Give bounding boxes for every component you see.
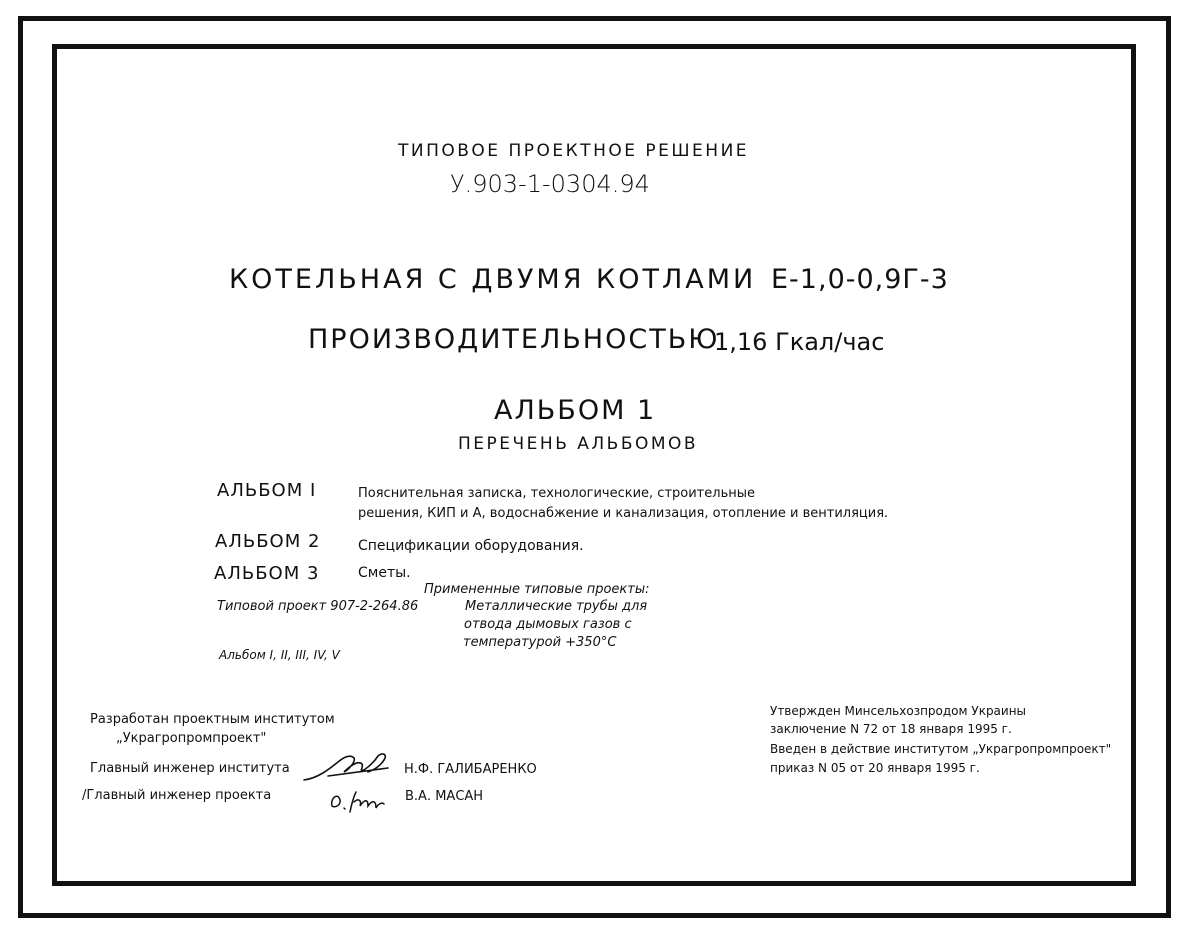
approval-line2: заключение N 72 от 18 января 1995 г. [770,722,1012,736]
album-heading: АЛЬБОМ 1 [494,395,657,426]
developer-line1: Разработан проектным институтом [90,712,335,727]
title-line1: КОТЕЛЬНАЯ С ДВУМЯ КОТЛАМИ [229,264,757,295]
project-engineer-role: /Главный инженер проекта [82,788,272,803]
album-1-desc-line2: решения, КИП и А, водоснабжение и канализация, отопление и вентиляция. [358,506,889,521]
developer-line2: „Украгропромпроект" [116,731,267,746]
album-2-desc: Спецификации оборудования. [358,538,584,554]
approval-line4: приказ N 05 от 20 января 1995 г. [770,761,980,775]
album-list-heading: ПЕРЕЧЕНЬ АЛЬБОМОВ [458,434,699,454]
approval-line1: Утвержден Минсельхозпродом Украины [770,704,1027,718]
album-3-desc: Сметы. [358,565,411,581]
chief-engineer-name: Н.Ф. ГАЛИБАРЕНКО [404,762,537,777]
album-1-desc-line1: Пояснительная записка, технологические, строительные [358,486,755,501]
applied-project-desc-line3: температурой +350°С [463,635,617,650]
project-engineer-signature [328,778,388,818]
applied-project-albums: Альбом I, II, III, IV, V [219,648,340,662]
title-line2: ПРОИЗВОДИТЕЛЬНОСТЬЮ [308,324,720,355]
album-2-name: АЛЬБОМ 2 [215,531,321,552]
applied-project-desc-line2: отвода дымовых газов с [464,617,632,632]
approval-line3: Введен в действие институтом „Украгропромпроект" [770,742,1112,756]
applied-project-desc-line1: Металлические трубы для [465,599,648,614]
doc-type: ТИПОВОЕ ПРОЕКТНОЕ РЕШЕНИЕ [398,141,750,161]
applied-project-label: Типовой проект 907-2-264.86 [217,599,419,614]
applied-projects-heading: Примененные типовые проекты: [424,582,650,597]
project-engineer-name: В.А. МАСАН [405,789,484,804]
album-1-name: АЛЬБОМ I [217,480,317,501]
doc-code: У.903-1-0304.94 [450,170,650,198]
capacity: 1,16 Гкал/час [714,328,885,356]
boiler-model: Е-1,0-0,9Г-3 [771,264,949,295]
chief-engineer-role: Главный инженер института [90,761,290,776]
album-3-name: АЛЬБОМ 3 [214,563,320,584]
